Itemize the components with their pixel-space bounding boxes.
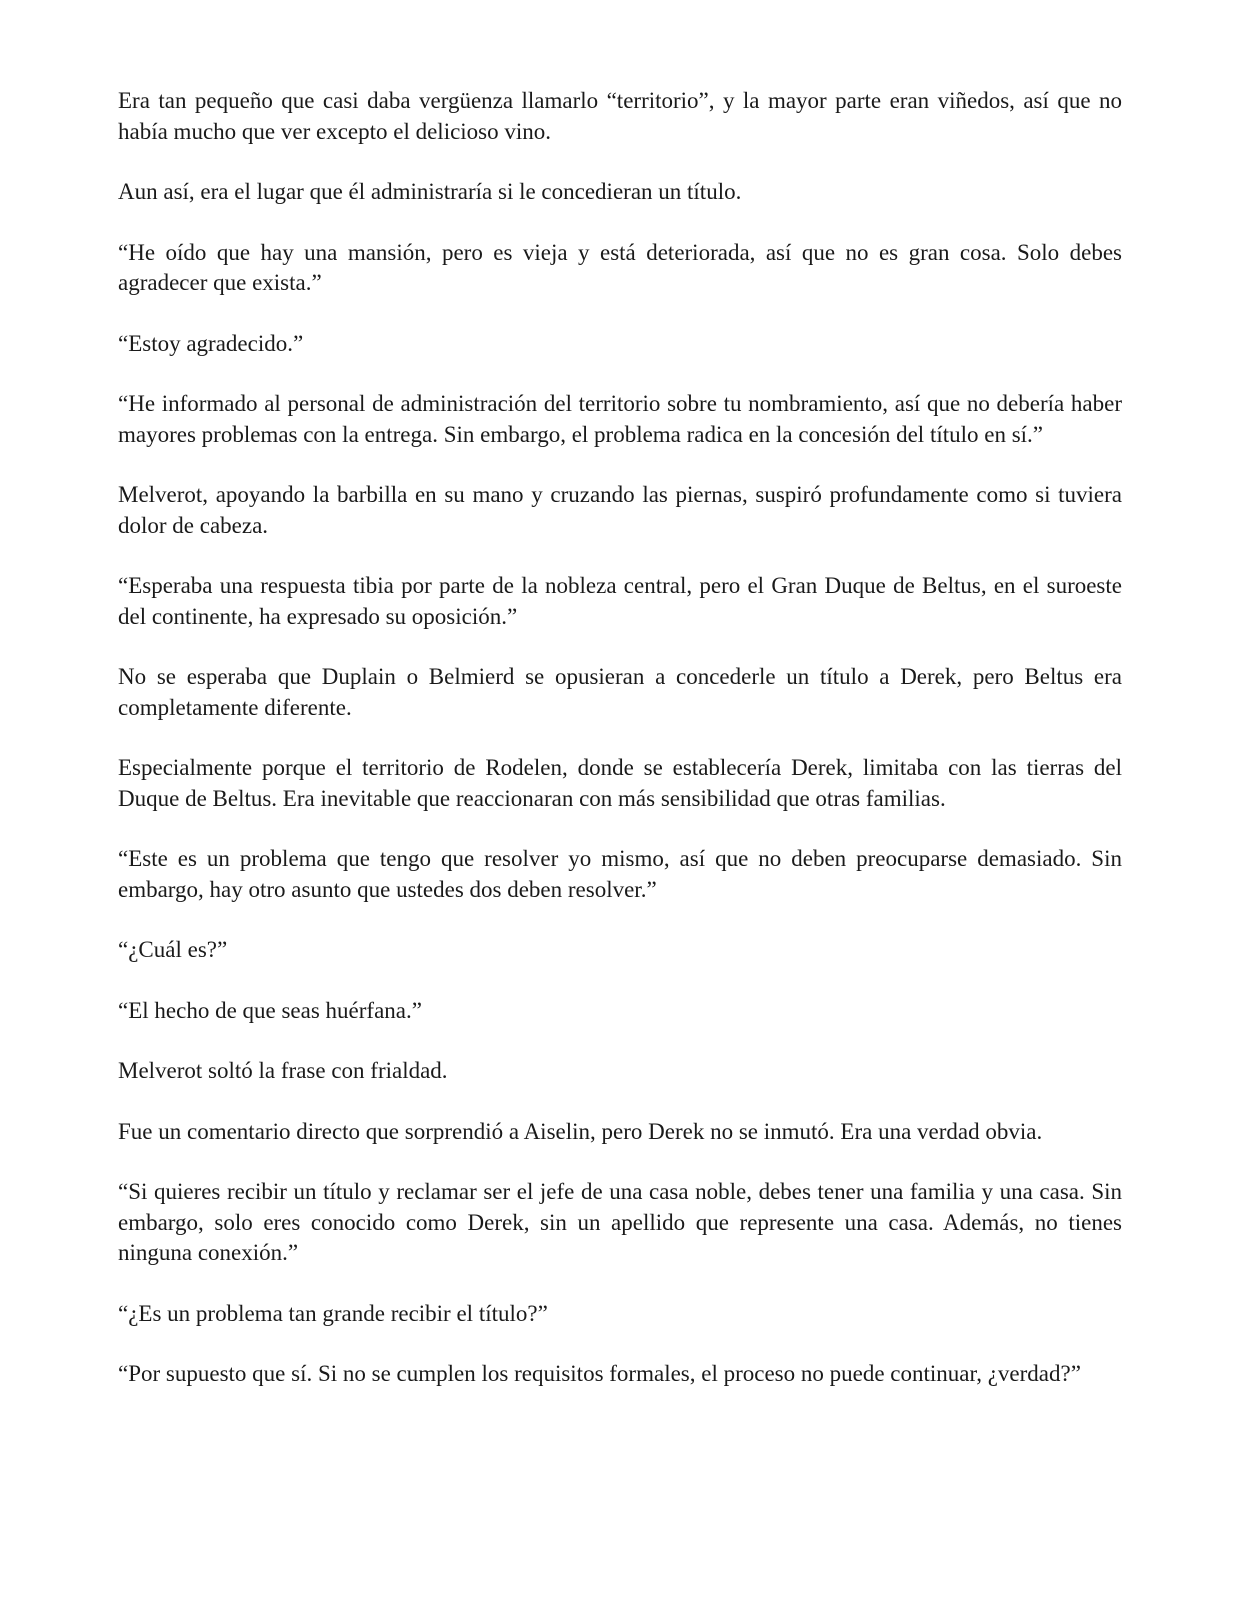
- paragraph: “El hecho de que seas huérfana.”: [118, 997, 422, 1023]
- document-page: [118, 86, 1122, 1420]
- paragraph: Especialmente porque el territorio de Rodelen, donde se establecería Derek, limitaba con las tierras del Duque de Beltus. Era inevitable que reaccionaran con más sensibilidad que otras familias.: [118, 755, 1122, 811]
- paragraph: “He informado al personal de administración del territorio sobre tu nombramiento, así que no debería haber mayores problemas con la entrega. Sin embargo, el problema radica en la concesión del título en sí.”: [118, 391, 1122, 447]
- paragraph: “Este es un problema que tengo que resolver yo mismo, así que no deben preocuparse demasiado. Sin embargo, hay otro asunto que ustedes dos deben resolver.”: [118, 846, 1122, 902]
- paragraph: “He oído que hay una mansión, pero es vieja y está deteriorada, así que no es gran cosa. Solo debes agradecer que exista.”: [118, 239, 1122, 295]
- paragraph: Aun así, era el lugar que él administraría si le concedieran un título.: [118, 179, 742, 204]
- paragraph: “Esperaba una respuesta tibia por parte de la nobleza central, pero el Gran Duque de Beltus, en el suroeste del continente, ha expresado su oposición.”: [118, 573, 1122, 629]
- paragraph: Fue un comentario directo que sorprendió a Aiselin, pero Derek no se inmutó. Era una verdad obvia.: [118, 1118, 1043, 1144]
- paragraph: “¿Es un problema tan grande recibir el título?”: [118, 1300, 548, 1326]
- paragraph: “Si quieres recibir un título y reclamar ser el jefe de una casa noble, debes tener una familia y una casa. Sin embargo, solo eres conocido como Derek, sin un apellido que represente una casa. Además, no tienes ninguna conexión.”: [118, 1179, 1122, 1265]
- paragraph: Melverot, apoyando la barbilla en su mano y cruzando las piernas, suspiró profundamente como si tuviera dolor de cabeza.: [118, 482, 1122, 538]
- paragraph: “¿Cuál es?”: [118, 937, 228, 962]
- paragraph: Melverot soltó la frase con frialdad.: [118, 1058, 448, 1083]
- paragraph: “Estoy agradecido.”: [118, 330, 304, 356]
- paragraph: No se esperaba que Duplain o Belmierd se opusieran a concederle un título a Derek, pero Beltus era completamente diferente.: [118, 664, 1122, 720]
- paragraph: Era tan pequeño que casi daba vergüenza llamarlo “territorio”, y la mayor parte eran viñedos, así que no había mucho que ver excepto el delicioso vino.: [118, 88, 1122, 144]
- paragraph: “Por supuesto que sí. Si no se cumplen los requisitos formales, el proceso no puede continuar, ¿verdad?”: [118, 1361, 1081, 1386]
